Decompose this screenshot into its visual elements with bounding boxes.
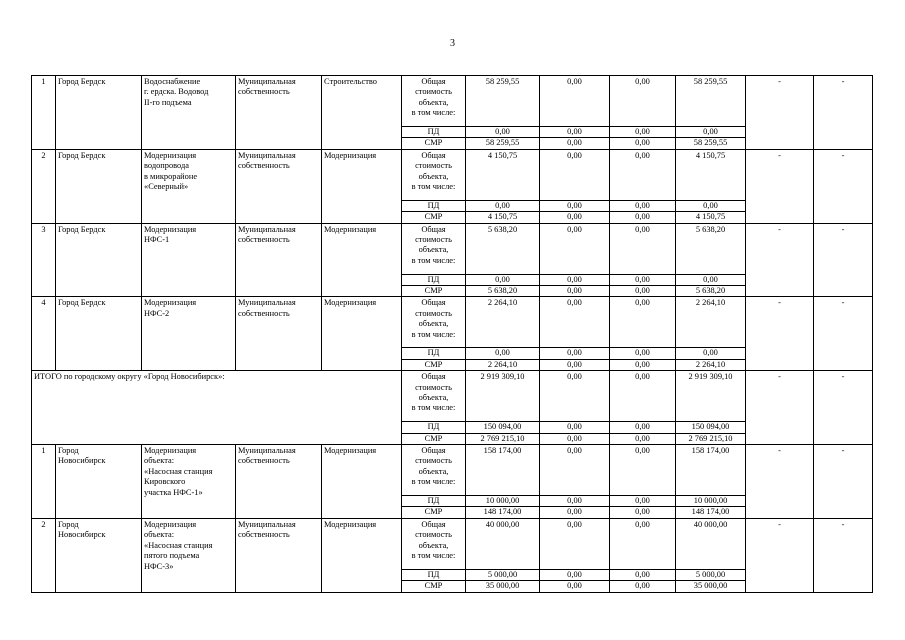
smr-value-cell: 35 000,00 xyxy=(676,581,746,592)
pd-value-cell: 5 000,00 xyxy=(676,569,746,580)
smr-value-cell: 0,00 xyxy=(540,433,610,444)
pd-value-cell: 0,00 xyxy=(610,496,676,507)
smr-value-cell: 0,00 xyxy=(610,138,676,149)
smr-value-cell: 0,00 xyxy=(540,212,610,223)
pd-value-cell: 0,00 xyxy=(540,496,610,507)
total-value-cell: 40 000,00 xyxy=(466,518,540,569)
row-number: 3 xyxy=(32,223,56,297)
total-value-cell: 0,00 xyxy=(540,371,610,422)
pd-value-cell: 0,00 xyxy=(540,200,610,211)
municipality-cell: Город Новосибирск xyxy=(56,445,142,519)
pd-value-cell: 0,00 xyxy=(610,348,676,359)
ownership-cell: Муниципальная собственность xyxy=(236,223,322,297)
dash-cell: - xyxy=(746,297,814,371)
total-value-cell: 0,00 xyxy=(610,76,676,127)
subtotal-row xyxy=(32,371,873,422)
pd-value-cell: 0,00 xyxy=(466,348,540,359)
pd-value-cell: 0,00 xyxy=(466,274,540,285)
total-value-cell: 0,00 xyxy=(610,149,676,200)
smr-value-cell: 5 638,20 xyxy=(676,286,746,297)
smr-value-cell: 35 000,00 xyxy=(466,581,540,592)
smr-label: СМР xyxy=(402,581,466,592)
smr-label: СМР xyxy=(402,286,466,297)
smr-value-cell: 0,00 xyxy=(540,138,610,149)
total-value-cell: 158 174,00 xyxy=(466,445,540,496)
cost-label-cell: Общая стоимость объекта, в том числе: xyxy=(402,297,466,348)
total-value-cell: 0,00 xyxy=(540,297,610,348)
dash-cell: - xyxy=(814,445,873,519)
pd-value-cell: 0,00 xyxy=(610,274,676,285)
cost-label-cell: Общая стоимость объекта, в том числе: xyxy=(402,371,466,422)
smr-value-cell: 2 769 215,10 xyxy=(466,433,540,444)
work-type-cell: Модернизация xyxy=(322,223,402,297)
total-value-cell: 40 000,00 xyxy=(676,518,746,569)
smr-value-cell: 0,00 xyxy=(610,433,676,444)
pd-value-cell: 0,00 xyxy=(610,200,676,211)
pd-label: ПД xyxy=(402,348,466,359)
cost-label-cell: Общая стоимость объекта, в том числе: xyxy=(402,76,466,127)
total-value-cell: 0,00 xyxy=(540,518,610,569)
row-number: 4 xyxy=(32,297,56,371)
pd-value-cell: 10 000,00 xyxy=(676,496,746,507)
ownership-cell: Муниципальная собственность xyxy=(236,518,322,592)
total-value-cell: 5 638,20 xyxy=(466,223,540,274)
object-row xyxy=(32,445,873,496)
total-value-cell: 158 174,00 xyxy=(676,445,746,496)
smr-value-cell: 2 264,10 xyxy=(466,359,540,370)
pd-label: ПД xyxy=(402,200,466,211)
investment-objects-table xyxy=(31,75,873,593)
pd-value-cell: 0,00 xyxy=(466,200,540,211)
row-number: 2 xyxy=(32,149,56,223)
smr-value-cell: 5 638,20 xyxy=(466,286,540,297)
dash-cell: - xyxy=(746,371,814,445)
cost-label-cell: Общая стоимость объекта, в том числе: xyxy=(402,223,466,274)
pd-value-cell: 0,00 xyxy=(466,127,540,138)
smr-value-cell: 2 769 215,10 xyxy=(676,433,746,444)
smr-value-cell: 0,00 xyxy=(610,359,676,370)
object-row xyxy=(32,223,873,274)
pd-value-cell: 0,00 xyxy=(676,127,746,138)
smr-value-cell: 0,00 xyxy=(540,581,610,592)
pd-label: ПД xyxy=(402,496,466,507)
smr-value-cell: 0,00 xyxy=(610,507,676,518)
pd-value-cell: 150 094,00 xyxy=(676,422,746,433)
municipality-cell: Город Бердск xyxy=(56,76,142,150)
object-row xyxy=(32,297,873,348)
municipality-cell: Город Бердск xyxy=(56,149,142,223)
smr-value-cell: 58 259,55 xyxy=(676,138,746,149)
dash-cell: - xyxy=(814,297,873,371)
smr-value-cell: 0,00 xyxy=(610,212,676,223)
object-name-cell: Водоснабжение г. ердска. Водовод II-го подъема xyxy=(142,76,236,150)
pd-label: ПД xyxy=(402,569,466,580)
cost-label-cell: Общая стоимость объекта, в том числе: xyxy=(402,518,466,569)
object-name-cell: Модернизация НФС-1 xyxy=(142,223,236,297)
cost-label-cell: Общая стоимость объекта, в том числе: xyxy=(402,149,466,200)
smr-value-cell: 0,00 xyxy=(610,286,676,297)
page-number: 3 xyxy=(450,38,455,49)
smr-label: СМР xyxy=(402,507,466,518)
smr-label: СМР xyxy=(402,359,466,370)
total-value-cell: 0,00 xyxy=(610,518,676,569)
pd-value-cell: 10 000,00 xyxy=(466,496,540,507)
smr-value-cell: 0,00 xyxy=(540,359,610,370)
total-value-cell: 0,00 xyxy=(540,223,610,274)
smr-value-cell: 58 259,55 xyxy=(466,138,540,149)
total-value-cell: 0,00 xyxy=(540,76,610,127)
row-number: 1 xyxy=(32,76,56,150)
pd-value-cell: 0,00 xyxy=(540,274,610,285)
total-value-cell: 58 259,55 xyxy=(466,76,540,127)
object-name-cell: Модернизация НФС-2 xyxy=(142,297,236,371)
ownership-cell: Муниципальная собственность xyxy=(236,149,322,223)
pd-value-cell: 0,00 xyxy=(540,127,610,138)
pd-value-cell: 0,00 xyxy=(676,274,746,285)
work-type-cell: Строительство xyxy=(322,76,402,150)
smr-value-cell: 0,00 xyxy=(610,581,676,592)
dash-cell: - xyxy=(814,223,873,297)
total-value-cell: 0,00 xyxy=(610,297,676,348)
total-value-cell: 0,00 xyxy=(610,371,676,422)
pd-label: ПД xyxy=(402,127,466,138)
object-row xyxy=(32,76,873,127)
row-number: 2 xyxy=(32,518,56,592)
pd-value-cell: 150 094,00 xyxy=(466,422,540,433)
object-row xyxy=(32,518,873,569)
object-name-cell: Модернизация водопровода в микрорайоне «Северный» xyxy=(142,149,236,223)
work-type-cell: Модернизация xyxy=(322,297,402,371)
dash-cell: - xyxy=(814,371,873,445)
pd-value-cell: 0,00 xyxy=(676,348,746,359)
smr-label: СМР xyxy=(402,138,466,149)
pd-value-cell: 5 000,00 xyxy=(466,569,540,580)
smr-value-cell: 2 264,10 xyxy=(676,359,746,370)
dash-cell: - xyxy=(746,518,814,592)
total-value-cell: 0,00 xyxy=(610,223,676,274)
dash-cell: - xyxy=(814,76,873,150)
dash-cell: - xyxy=(814,518,873,592)
total-value-cell: 4 150,75 xyxy=(676,149,746,200)
dash-cell: - xyxy=(746,149,814,223)
object-name-cell: Модернизация объекта: «Насосная станция Кировского участка НФС-1» xyxy=(142,445,236,519)
pd-label: ПД xyxy=(402,274,466,285)
row-number: 1 xyxy=(32,445,56,519)
total-value-cell: 4 150,75 xyxy=(466,149,540,200)
pd-value-cell: 0,00 xyxy=(540,569,610,580)
total-value-cell: 2 264,10 xyxy=(466,297,540,348)
smr-label: СМР xyxy=(402,433,466,444)
municipality-cell: Город Бердск xyxy=(56,297,142,371)
pd-value-cell: 0,00 xyxy=(610,569,676,580)
work-type-cell: Модернизация xyxy=(322,445,402,519)
work-type-cell: Модернизация xyxy=(322,149,402,223)
smr-value-cell: 4 150,75 xyxy=(466,212,540,223)
object-row xyxy=(32,149,873,200)
object-name-cell: Модернизация объекта: «Насосная станция пятого подъема НФС-3» xyxy=(142,518,236,592)
smr-value-cell: 0,00 xyxy=(540,286,610,297)
smr-value-cell: 148 174,00 xyxy=(676,507,746,518)
total-value-cell: 0,00 xyxy=(610,445,676,496)
municipality-cell: Город Новосибирск xyxy=(56,518,142,592)
total-value-cell: 0,00 xyxy=(540,149,610,200)
total-value-cell: 5 638,20 xyxy=(676,223,746,274)
total-value-cell: 0,00 xyxy=(540,445,610,496)
dash-cell: - xyxy=(746,445,814,519)
dash-cell: - xyxy=(746,223,814,297)
dash-cell: - xyxy=(814,149,873,223)
total-value-cell: 2 919 309,10 xyxy=(676,371,746,422)
ownership-cell: Муниципальная собственность xyxy=(236,445,322,519)
subtotal-label: ИТОГО по городскому округу «Город Новосибирск»: xyxy=(32,371,402,445)
total-value-cell: 2 919 309,10 xyxy=(466,371,540,422)
pd-label: ПД xyxy=(402,422,466,433)
smr-value-cell: 0,00 xyxy=(540,507,610,518)
ownership-cell: Муниципальная собственность xyxy=(236,76,322,150)
pd-value-cell: 0,00 xyxy=(540,422,610,433)
pd-value-cell: 0,00 xyxy=(610,127,676,138)
smr-label: СМР xyxy=(402,212,466,223)
cost-label-cell: Общая стоимость объекта, в том числе: xyxy=(402,445,466,496)
municipality-cell: Город Бердск xyxy=(56,223,142,297)
smr-value-cell: 148 174,00 xyxy=(466,507,540,518)
dash-cell: - xyxy=(746,76,814,150)
work-type-cell: Модернизация xyxy=(322,518,402,592)
pd-value-cell: 0,00 xyxy=(676,200,746,211)
total-value-cell: 2 264,10 xyxy=(676,297,746,348)
total-value-cell: 58 259,55 xyxy=(676,76,746,127)
smr-value-cell: 4 150,75 xyxy=(676,212,746,223)
pd-value-cell: 0,00 xyxy=(540,348,610,359)
pd-value-cell: 0,00 xyxy=(610,422,676,433)
ownership-cell: Муниципальная собственность xyxy=(236,297,322,371)
